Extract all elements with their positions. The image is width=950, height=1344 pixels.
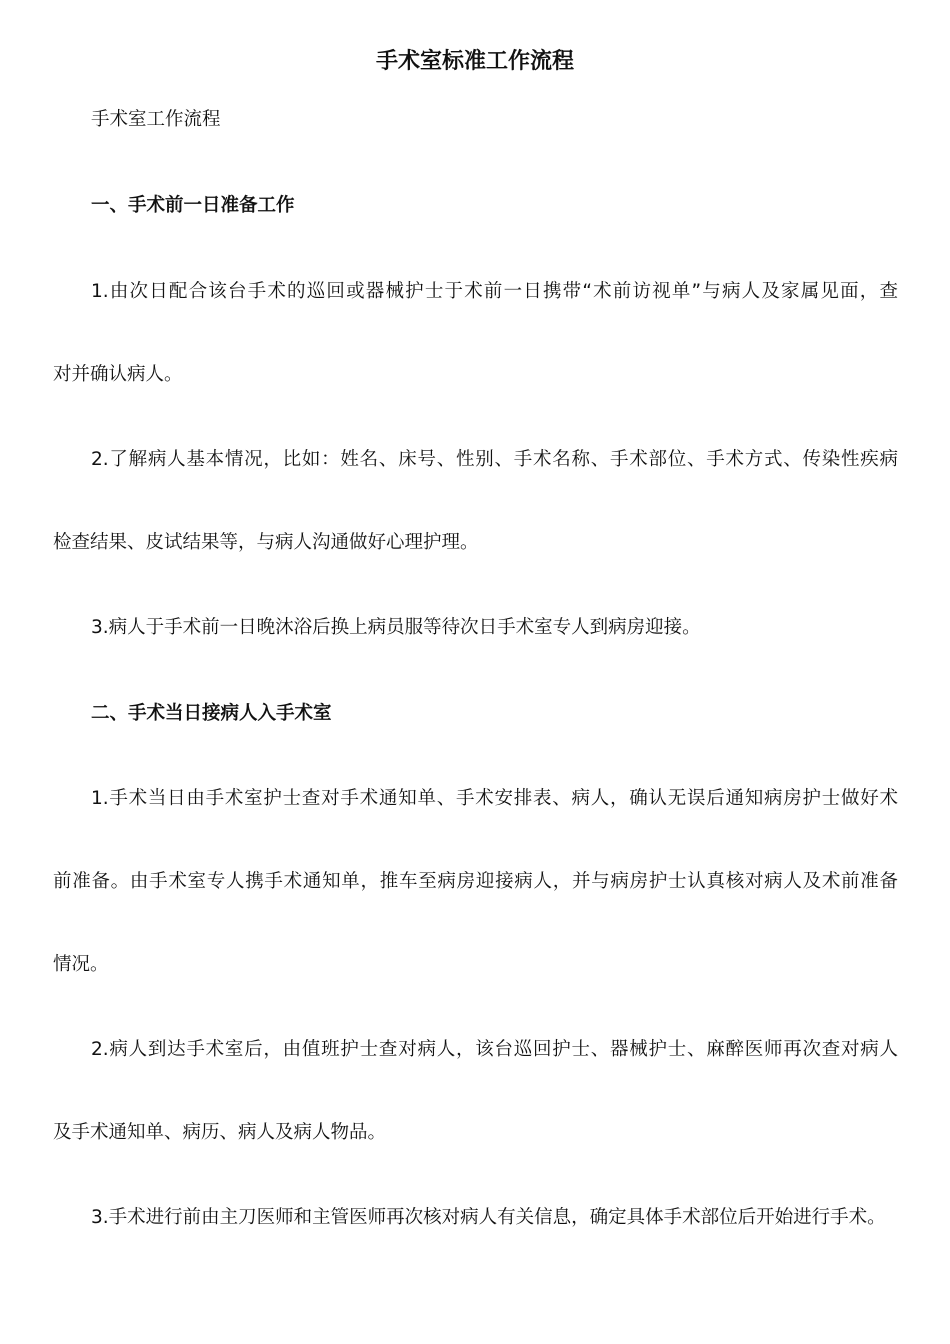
section-2-item-2-line-1: 2.病人到达手术室后，由值班护士查对病人，该台巡回护士、器械护士、麻醉医师再次查对病人 — [91, 1039, 898, 1060]
section-2-item-1-line-1: 1.手术当日由手术室护士查对手术通知单、手术安排表、病人，确认无误后通知病房护士做好术 — [91, 788, 898, 809]
section-2-item-1-line-2: 前准备。由手术室专人携手术通知单，推车至病房迎接病人，并与病房护士认真核对病人及术前准备 — [53, 871, 898, 892]
section-1-item-1-line-2: 对并确认病人。 — [53, 364, 183, 385]
document-subtitle: 手术室工作流程 — [91, 109, 221, 130]
section-2-heading: 二、手术当日接病人入手术室 — [91, 703, 332, 724]
section-1-heading: 一、手术前一日准备工作 — [91, 195, 295, 216]
section-2-item-1-line-3: 情况。 — [53, 954, 109, 975]
section-1-item-3-line-1: 3.病人于手术前一日晚沐浴后换上病员服等待次日手术室专人到病房迎接。 — [91, 617, 701, 638]
section-2-item-2-line-2: 及手术通知单、病历、病人及病人物品。 — [53, 1122, 387, 1143]
section-1-item-1-line-1: 1.由次日配合该台手术的巡回或器械护士于术前一日携带“术前访视单”与病人及家属见面，查 — [91, 281, 898, 302]
section-1-item-2-line-1: 2.了解病人基本情况，比如：姓名、床号、性别、手术名称、手术部位、手术方式、传染性疾病 — [91, 449, 898, 470]
section-2-item-3-line-1: 3.手术进行前由主刀医师和主管医师再次核对病人有关信息，确定具体手术部位后开始进行手术。 — [91, 1207, 886, 1228]
document-title: 手术室标准工作流程 — [375, 49, 574, 74]
section-1-item-2-line-2: 检查结果、皮试结果等，与病人沟通做好心理护理。 — [53, 532, 479, 553]
